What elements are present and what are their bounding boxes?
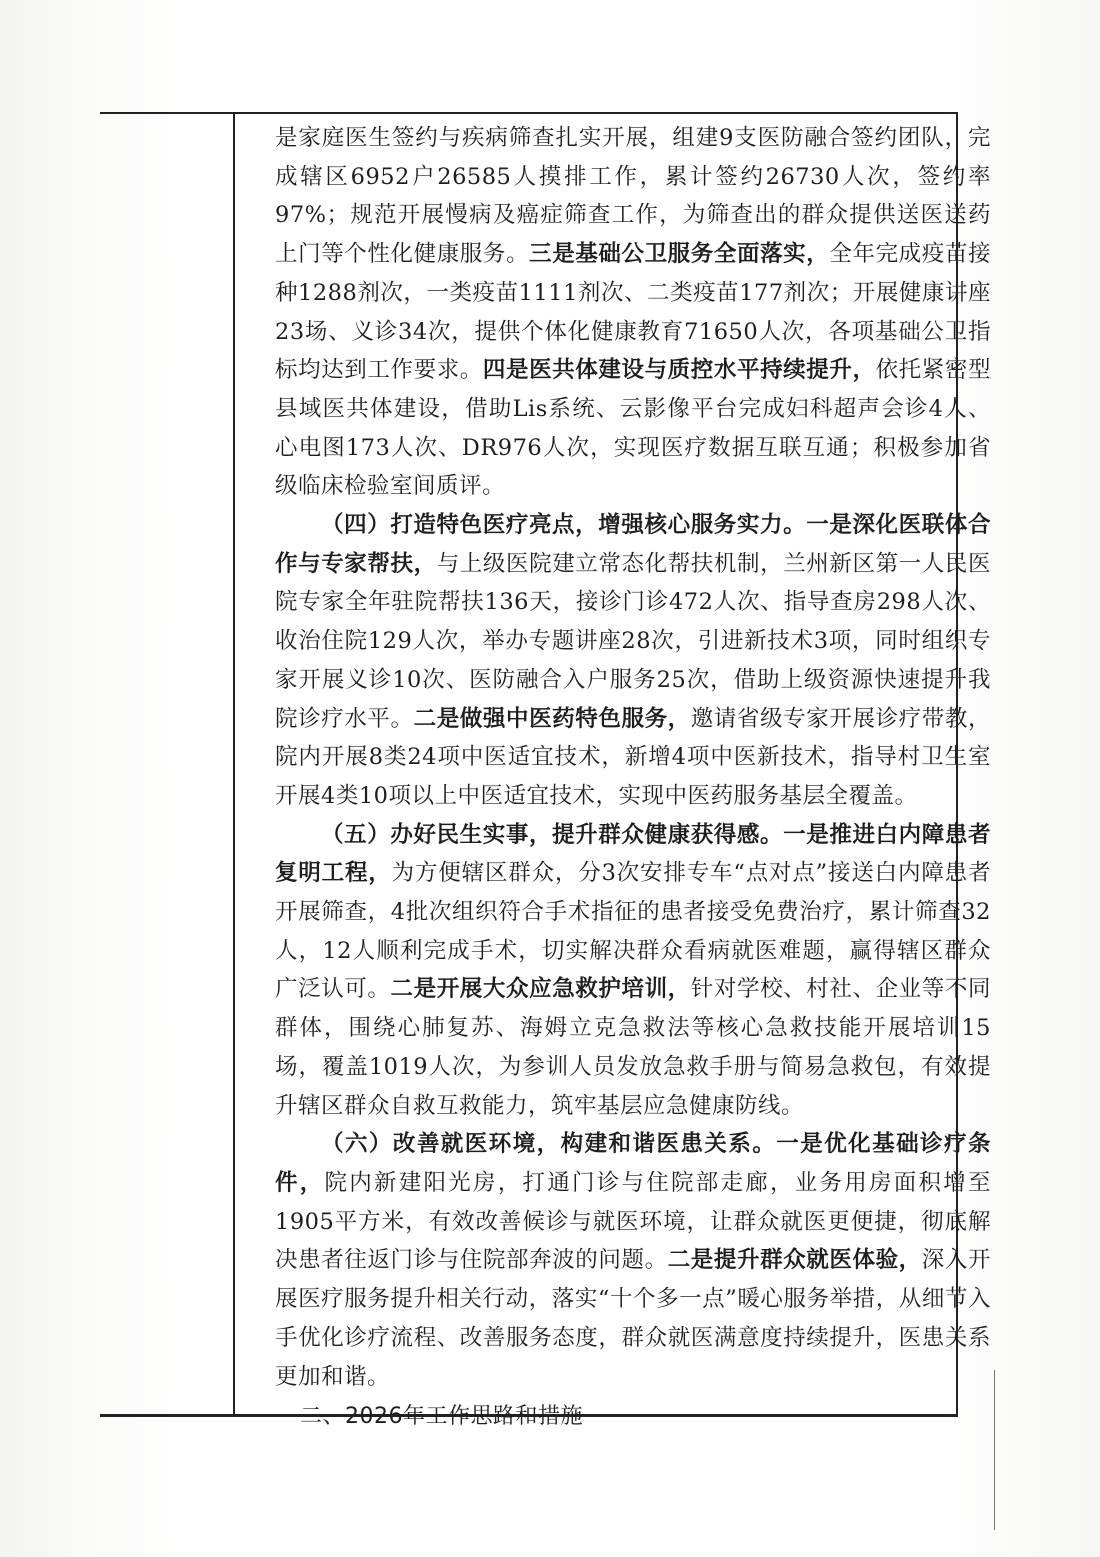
section-heading-2026: 二、2026年工作思路和措施 (300, 1404, 583, 1430)
table-content-cell (275, 119, 991, 1437)
section-title-bold: （六）改善就医环境，构建和谐医患关系。 (321, 1131, 777, 1158)
text-segment: 是家庭医生签约与疾病筛查扎实开展，组建9支医防融合签约团队，完成辖区6952户26585人摸排工作，累计签约26730人次，签约率97%；规范开展慢病及癌症筛查工作，为筛查出的群众提供送医送药上门等个性化健康服务。 (275, 125, 991, 268)
text-segment-bold: 二是开展大众应急救护培训， (390, 976, 691, 1003)
scan-edge-line (994, 1370, 995, 1530)
text-segment-bold: 一是优化基础诊疗条件， (275, 1131, 991, 1196)
paragraph-section-six (275, 1125, 991, 1396)
table-column-divider (233, 114, 235, 1414)
text-segment-bold: 四是医共体建设与质控水平持续提升， (482, 357, 876, 384)
text-segment: 与上级医院建立常态化帮扶机制，兰州新区第一人民医院专家全年驻院帮扶136天，接诊门诊472人次、指导查房298人次、收治住院129人次，举办专题讲座28次，引进新技术3项，同时组织专家开展义诊10次、医防融合入户服务25次，借助上级资源快速提升我院诊疗水平。 (275, 550, 991, 732)
text-segment: 为方便辖区群众，分3次安排专车“点对点”接送白内障患者开展筛查，4批次组织符合手术指征的患者接受免费治疗，累计筛查32人，12人顺利完成手术，切实解决群众看病就医难题，赢得辖区群众广泛认可。 (275, 860, 991, 1003)
text-segment: 深入开展医疗服务提升相关行动，落实“十个多一点”暖心服务举措，从细节入手优化诊疗流程、改善服务态度，群众就医满意度持续提升，医患关系更加和谐。 (275, 1247, 991, 1390)
text-segment: 院内新建阳光房，打通门诊与住院部走廊，业务用房面积增至1905平方米，有效改善候诊与就医环境，让群众就医更便捷，彻底解决患者往返门诊与住院部奔波的问题。 (275, 1169, 991, 1274)
text-segment: 针对学校、村社、企业等不同群体，围绕心肺复苏、海姆立克急救法等核心急救技能开展培训15场，覆盖1019人次，为参训人员发放急救手册与简易急救包，有效提升辖区群众自救互救能力，筑牢基层应急健康防线。 (275, 976, 991, 1119)
paragraph-section-five (275, 816, 991, 1126)
section-title-bold: （五）办好民生实事，提升群众健康获得感。 (321, 821, 784, 848)
text-segment: 邀请省级专家开展诊疗带教，院内开展8类24项中医适宜技术，新增4项中医新技术，指导村卫生室开展4类10项以上中医适宜技术，实现中医药服务基层全覆盖。 (275, 705, 991, 809)
text-segment-bold: 一是推进白内障患者复明工程， (275, 821, 991, 887)
text-segment-bold: 二是提升群众就医体验， (667, 1247, 922, 1274)
text-segment: 依托紧密型县域医共体建设，借助Lis系统、云影像平台完成妇科超声会诊4人、心电图173人次、DR976人次，实现医疗数据互联互通；积极参加省级临床检验室间质评。 (275, 357, 991, 500)
section-title-bold: （四）打造特色医疗亮点，增强核心服务实力。 (321, 512, 807, 539)
paragraph-section-four (275, 506, 991, 816)
text-segment-bold: 三是基础公卫服务全面落实， (529, 241, 830, 268)
text-segment-bold: 一是深化医联体合作与专家帮扶， (275, 512, 991, 577)
paragraph-family-doctor-public-health (275, 119, 991, 506)
text-segment: 全年完成疫苗接种1288剂次，一类疫苗1111剂次、二类疫苗177剂次；开展健康讲座23场、义诊34次，提供个体化健康教育71650人次，各项基础公卫指标均达到工作要求。 (275, 241, 991, 384)
text-segment-bold: 二是做强中医药特色服务， (413, 705, 691, 732)
